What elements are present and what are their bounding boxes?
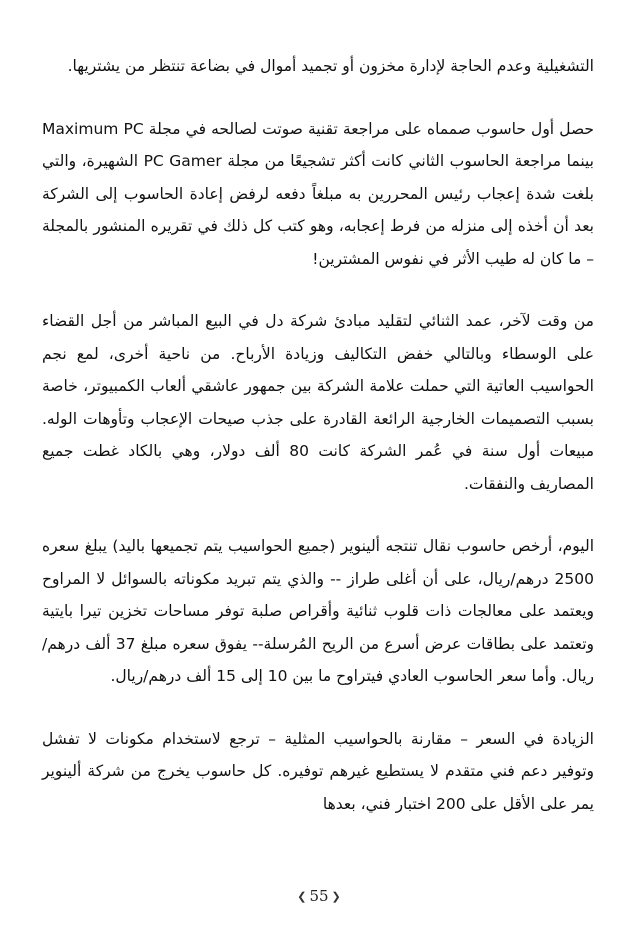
paragraph-pricing: اليوم، أرخص حاسوب نقال تنتجه ألينوير (جميع الحواسيب يتم تجميعها باليد) يبلغ سعره 2500 درهم/ريال، على أن أغلى طراز -- والذي يتم تبريد مكوناته بالسوائل لا المراوح ويعتمد على معالجات ذات قلوب ثنائية وأقراص صلبة توفر مساحات تخزين تيرا بايتية وتعتمد على بطاقات عرض أسرع من الريح المُرسلة-- يفوق سعره مبلغ 37 ألف درهم/ريال. وأما سعر الحاسوب العادي فيتراوح ما بين 10 إلى 15 ألف درهم/ريال.	[42, 537, 594, 685]
ornament-right-icon: ❯	[331, 889, 341, 903]
page-number: 55	[309, 887, 329, 905]
paragraph-reviews: حصل أول حاسوب صمماه على مراجعة تقنية صوتت لصالحه في مجلة Maximum PC بينما مراجعة الحاسوب الثاني كانت أكثر تشجيعًا من مجلة PC Gamer الشهيرة، والتي بلغت شدة إعجاب رئيس المحررين به مبلغاً دفعه لرفض إعادة الحاسوب إلى الشركة بعد أن أخذه إلى منزله من فرط إعجابه، وهو كتب كل ذلك في تقريره المنشور بالمجلة – ما كان له طيب الأثر في نفوس المشترين!	[42, 119, 594, 268]
page-body	[42, 50, 594, 820]
paragraph-direct-sales: من وقت لآخر، عمد الثنائي لتقليد مبادئ شركة دل في البيع المباشر من أجل القضاء على الوسطاء وبالتالي خفض التكاليف وزيادة الأرباح. من ناحية أخرى، لمع نجم الحواسيب العاتية التي حملت علامة الشركة بين جمهور عاشقي ألعاب الكمبيوتر، خاصة بسبب التصميمات الخارجية الرائعة القادرة على جذب صيحات الإعجاب وتأوهات الوله. مبيعات أول سنة في عُمر الشركة كانت 80 ألف دولار، وهي بالكاد غطت جميع المصاريف والنفقات.	[42, 312, 595, 493]
ornament-left-icon: ❮	[297, 889, 307, 903]
paragraph-inventory: التشغيلية وعدم الحاجة لإدارة مخزون أو تجميد أموال في بضاعة تنتظر من يشتريها.	[67, 57, 594, 75]
paragraph-price-increase: الزيادة في السعر – مقارنة بالحواسيب المثلية – ترجع لاستخدام مكونات لا تفشل وتوفير دعم فني متقدم لا يستطيع غيرهم توفيره. كل حاسوب يخرج من شركة ألينوير يمر على الأقل على 200 اختبار فني، بعدها	[42, 729, 594, 813]
page-footer	[0, 887, 638, 905]
